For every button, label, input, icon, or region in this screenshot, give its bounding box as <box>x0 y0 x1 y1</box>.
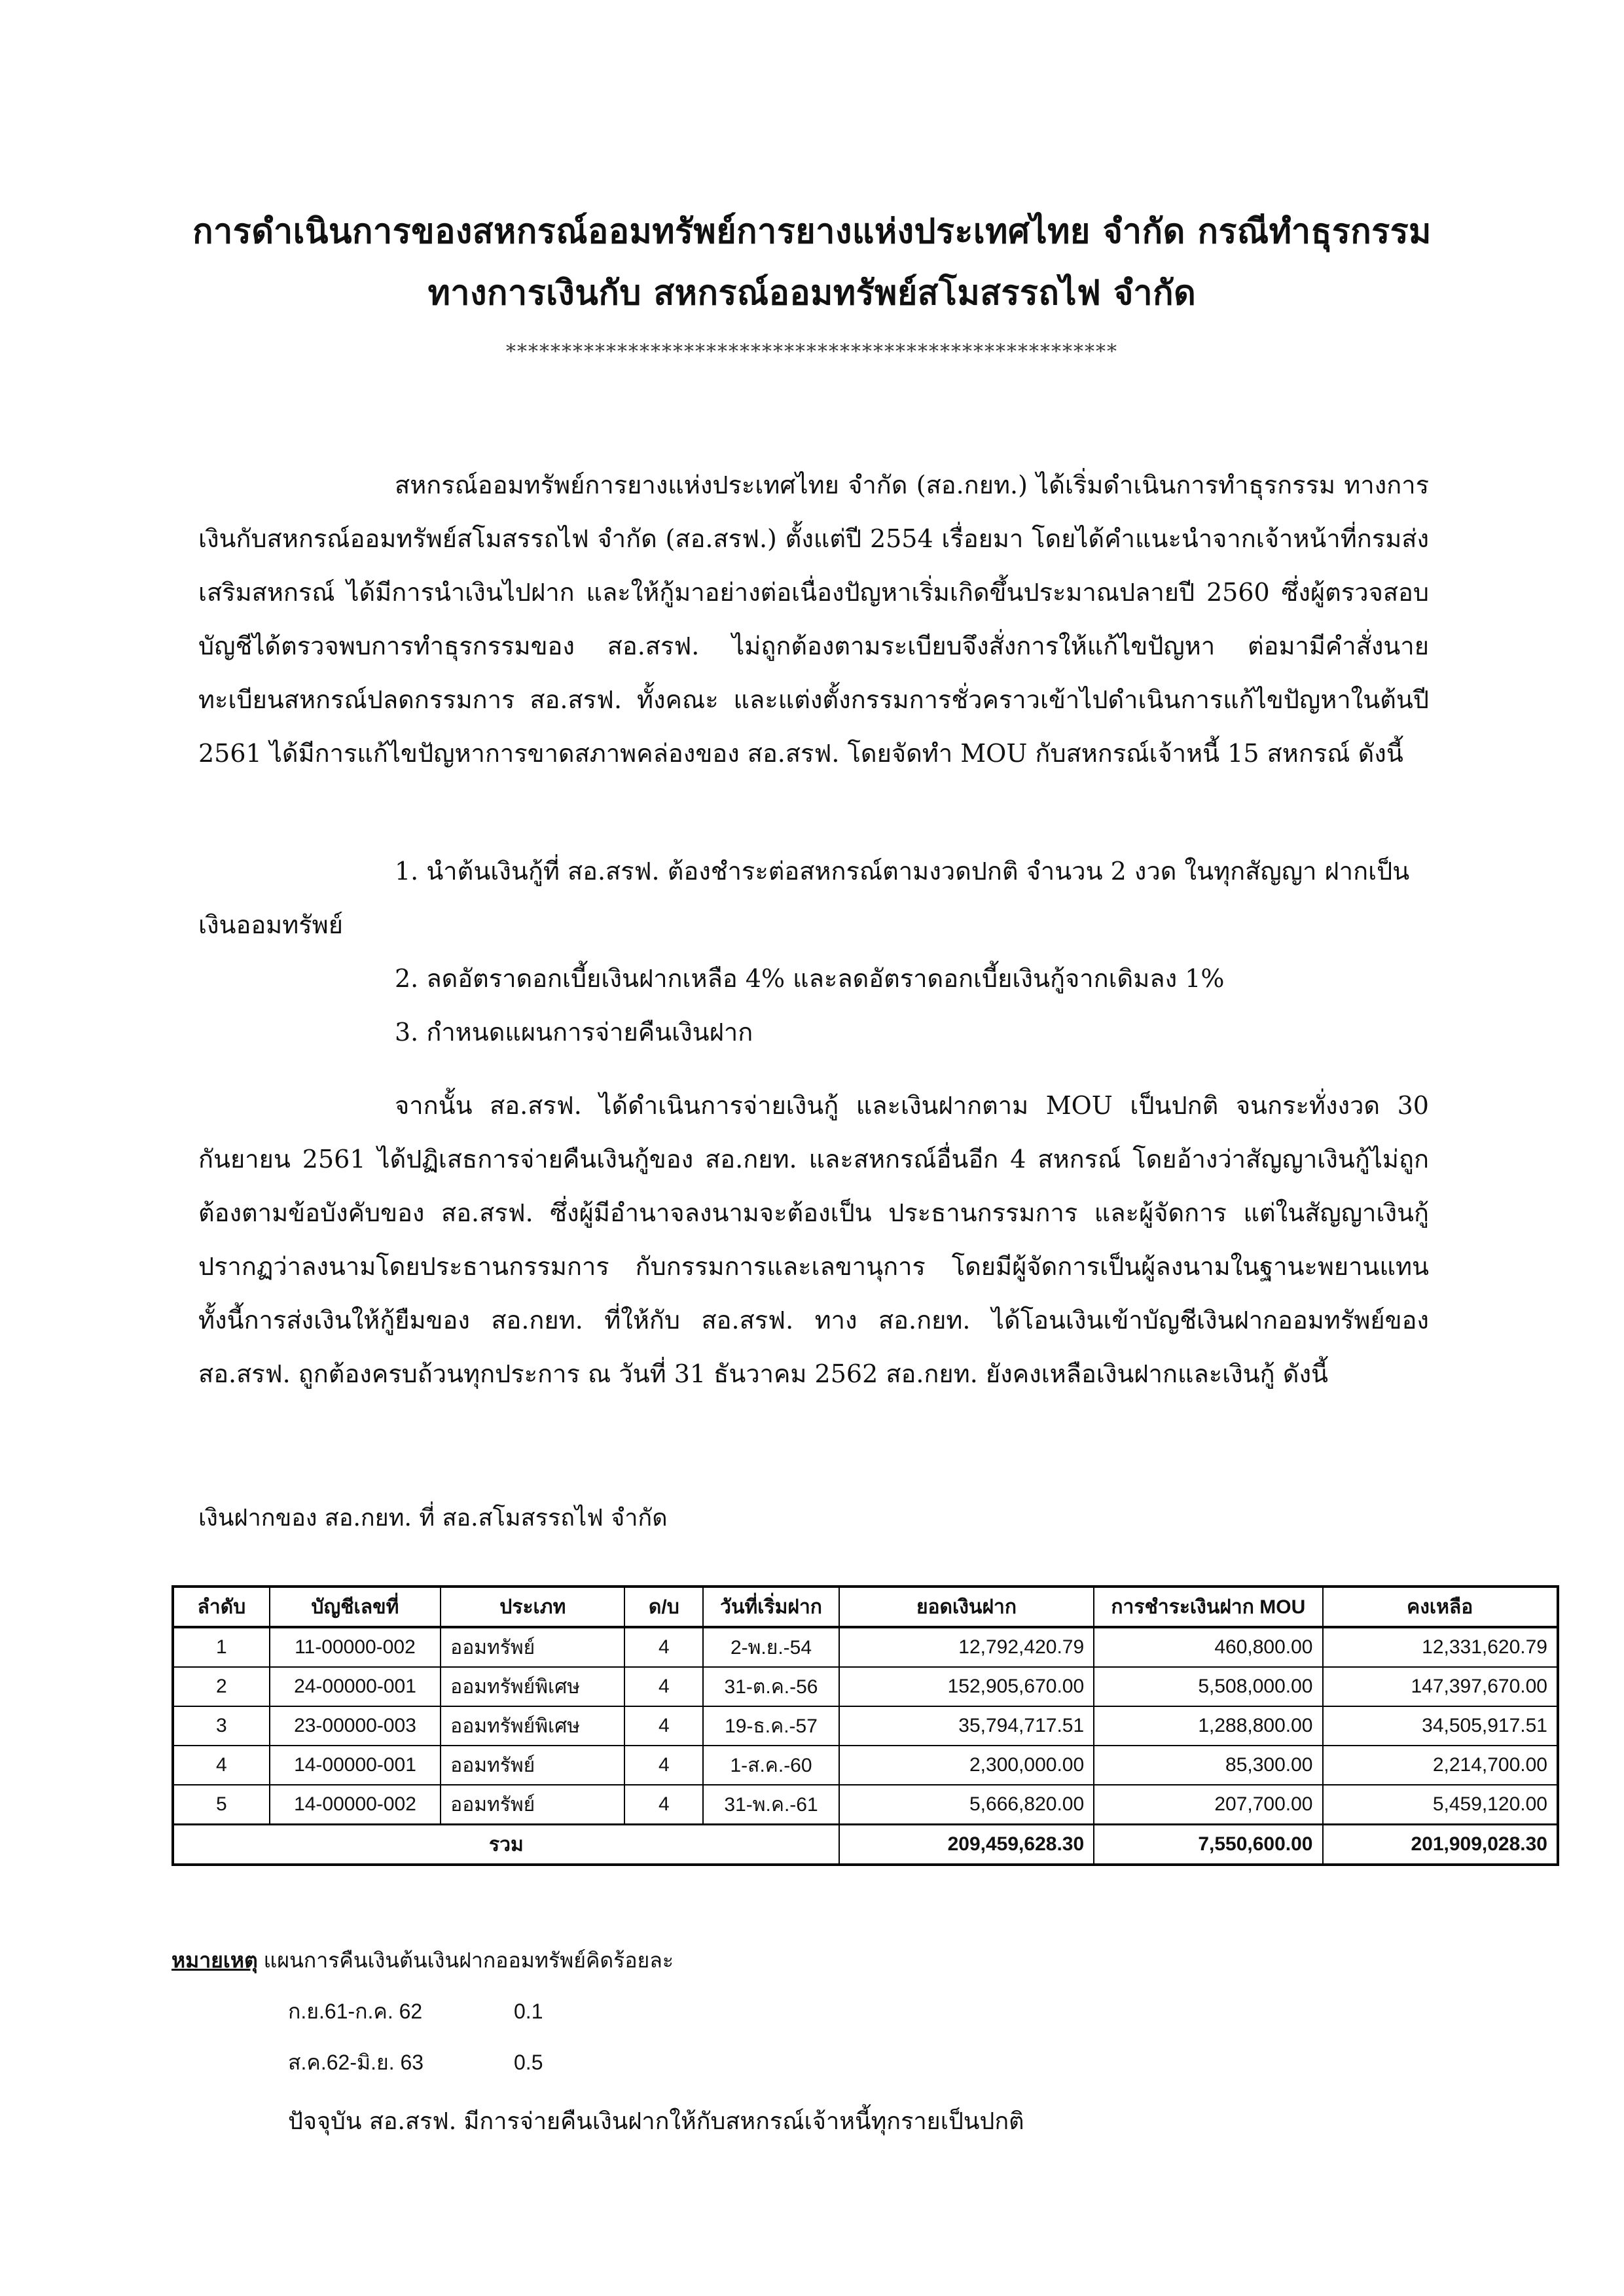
note-heading <box>171 1944 674 1977</box>
cell-balance: 34,505,917.51 <box>1323 1706 1559 1746</box>
total-deposit: 209,459,628.30 <box>839 1825 1094 1865</box>
cell-deposit: 5,666,820.00 <box>839 1785 1094 1825</box>
cell-start-date: 2-พ.ย.-54 <box>703 1627 839 1667</box>
cell-type: ออมทรัพย์พิเศษ <box>441 1667 624 1706</box>
cell-mou-payment: 5,508,000.00 <box>1094 1667 1322 1706</box>
mou-item-3-text: 3. กำหนดแผนการจ่ายคืนเงินฝาก <box>395 1018 753 1047</box>
cell-deposit: 12,792,420.79 <box>839 1627 1094 1667</box>
cell-interest: 4 <box>624 1667 703 1706</box>
cell-start-date: 19-ธ.ค.-57 <box>703 1706 839 1746</box>
deposit-table <box>171 1585 1559 1866</box>
column-header-no: ลำดับ <box>173 1587 270 1627</box>
cell-deposit: 2,300,000.00 <box>839 1746 1094 1785</box>
paragraph-1-body: ทางการเงินกับสหกรณ์ออมทรัพย์สโมสรรถไฟ จำกัด (สอ.สรฟ.) ตั้งแต่ปี 2554 เรื่อยมา โดยได้คำแนะนำจากเจ้าหน้าที่กรมส่งเสริมสหกรณ์ ได้มีการนำเงินไปฝาก และให้กู้มาอย่างต่อเนื่องปัญหาเริ่มเกิดขึ้นประมาณปลายปี 2560 ซึ่งผู้ตรวจสอบบัญชีได้ตรวจพบการทำธุรกรรมของ สอ.สรฟ. ไม่ถูกต้องตามระเบียบจึงสั่งการให้แก้ไขปัญหา ต่อมามีคำสั่งนายทะเบียนสหกรณ์ปลดกรรมการ สอ.สรฟ. ทั้งคณะ และแต่งตั้งกรรมการชั่วคราวเข้าไปดำเนินการแก้ไขปัญหาในต้นปี 2561 ได้มีการแก้ไขปัญหาการขาดสภาพคล่องของ สอ.สรฟ. โดยจัดทำ MOU กับสหกรณ์เจ้าหนี้ 15 สหกรณ์ ดังนี้ <box>198 471 1429 768</box>
cell-type: ออมทรัพย์ <box>441 1627 624 1667</box>
cell-type: ออมทรัพย์ <box>441 1785 624 1825</box>
column-header-mou-payment: การชำระเงินฝาก MOU <box>1094 1587 1322 1627</box>
table-header-row <box>173 1587 1558 1627</box>
schedule-row <box>288 1995 543 2028</box>
column-header-balance: คงเหลือ <box>1323 1587 1559 1627</box>
table-row <box>173 1706 1558 1746</box>
schedule-rate: 0.5 <box>514 2051 543 2074</box>
document-title-line-2: ทางการเงินกับ สหกรณ์ออมทรัพย์สโมสรรถไฟ จำกัด <box>427 273 1197 313</box>
cell-no: 2 <box>173 1667 270 1706</box>
cell-start-date: 31-ต.ค.-56 <box>703 1667 839 1706</box>
schedule-period: ส.ค.62-มิ.ย. 63 <box>288 2051 424 2074</box>
cell-start-date: 31-พ.ค.-61 <box>703 1785 839 1825</box>
cell-type: ออมทรัพย์พิเศษ <box>441 1706 624 1746</box>
schedule-rate: 0.1 <box>514 2000 543 2023</box>
mou-item-1 <box>198 844 1429 952</box>
table-row <box>173 1746 1558 1785</box>
cell-account: 11-00000-002 <box>270 1627 441 1667</box>
cell-account: 23-00000-003 <box>270 1706 441 1746</box>
column-header-interest: ด/บ <box>624 1587 703 1627</box>
cell-deposit: 35,794,717.51 <box>839 1706 1094 1746</box>
cell-interest: 4 <box>624 1706 703 1746</box>
paragraph-1-first-line: สหกรณ์ออมทรัพย์การยางแห่งประเทศไทย จำกัด (สอ.กยท.) ได้เริ่มดำเนินการทำธุรกรรม <box>395 471 1336 499</box>
cell-account: 14-00000-002 <box>270 1785 441 1825</box>
cell-account: 14-00000-001 <box>270 1746 441 1785</box>
table-row <box>173 1627 1558 1667</box>
table-row <box>173 1785 1558 1825</box>
table-caption: เงินฝากของ สอ.กยท. ที่ สอ.สโมสรรถไฟ จำกัด <box>198 1505 668 1532</box>
closing-statement: ปัจจุบัน สอ.สรฟ. มีการจ่ายคืนเงินฝากให้กับสหกรณ์เจ้าหนี้ทุกรายเป็นปกติ <box>288 2108 1024 2135</box>
title-separator: ******************************************************* <box>506 340 1118 363</box>
cell-no: 3 <box>173 1706 270 1746</box>
paragraph-2-body: กันยายน 2561 ได้ปฏิเสธการจ่ายคืนเงินกู้ของ สอ.กยท. และสหกรณ์อื่นอีก 4 สหกรณ์ โดยอ้างว่าสัญญาเงินกู้ไม่ถูกต้องตามข้อบังคับของ สอ.สรฟ. ซึ่งผู้มีอำนาจลงนามจะต้องเป็น ประธานกรรมการ และผู้จัดการ แต่ในสัญญาเงินกู้ปรากฏว่าลงนามโดยประธานกรรมการ กับกรรมการและเลขานุการ โดยมีผู้จัดการเป็นผู้ลงนามในฐานะพยานแทน ทั้งนี้การส่งเงินให้กู้ยืมของ สอ.กยท. ที่ให้กับ สอ.สรฟ. ทาง สอ.กยท. ได้โอนเงินเข้าบัญชีเงินฝากออมทรัพย์ของ สอ.สรฟ. ถูกต้องครบถ้วนทุกประการ ณ วันที่ 31 ธันวาคม 2562 สอ.กยท. ยังคงเหลือเงินฝากและเงินกู้ ดังนี้ <box>198 1145 1429 1388</box>
schedule-row <box>288 2046 543 2079</box>
cell-interest: 4 <box>624 1627 703 1667</box>
mou-item-1-first: 1. นำต้นเงินกู้ที่ สอ.สรฟ. ต้องชำระต่อสหกรณ์ตามงวดปกติ จำนวน 2 งวด ในทุกสัญญา <box>395 857 1317 886</box>
cell-balance: 147,397,670.00 <box>1323 1667 1559 1706</box>
cell-mou-payment: 460,800.00 <box>1094 1627 1322 1667</box>
paragraph-background <box>198 458 1429 780</box>
table-total-row <box>173 1825 1558 1865</box>
column-header-account: บัญชีเลขที่ <box>270 1587 441 1627</box>
cell-deposit: 152,905,670.00 <box>839 1667 1094 1706</box>
cell-mou-payment: 207,700.00 <box>1094 1785 1322 1825</box>
cell-balance: 5,459,120.00 <box>1323 1785 1559 1825</box>
cell-mou-payment: 85,300.00 <box>1094 1746 1322 1785</box>
column-header-type: ประเภท <box>441 1587 624 1627</box>
cell-no: 5 <box>173 1785 270 1825</box>
cell-account: 24-00000-001 <box>270 1667 441 1706</box>
cell-balance: 12,331,620.79 <box>1323 1627 1559 1667</box>
mou-item-2-text: 2. ลดอัตราดอกเบี้ยเงินฝากเหลือ 4% และลดอัตราดอกเบี้ยเงินกู้จากเดิมลง 1% <box>395 964 1225 993</box>
paragraph-2-first-line: จากนั้น สอ.สรฟ. ได้ดำเนินการจ่ายเงินกู้ และเงินฝากตาม MOU เป็นปกติ จนกระทั่งงวด 30 <box>395 1091 1429 1120</box>
mou-item-1-rest: ฝากเป็นเงินออมทรัพย์ <box>198 857 1410 939</box>
total-label: รวม <box>173 1825 839 1865</box>
paragraph-dispute <box>198 1079 1429 1401</box>
cell-interest: 4 <box>624 1746 703 1785</box>
total-balance: 201,909,028.30 <box>1323 1825 1559 1865</box>
column-header-start-date: วันที่เริ่มฝาก <box>703 1587 839 1627</box>
mou-item-3 <box>198 1005 1429 1059</box>
total-mou-payment: 7,550,600.00 <box>1094 1825 1322 1865</box>
cell-type: ออมทรัพย์ <box>441 1746 624 1785</box>
note-text: แผนการคืนเงินต้นเงินฝากออมทรัพย์คิดร้อยละ <box>257 1948 674 1972</box>
column-header-deposit: ยอดเงินฝาก <box>839 1587 1094 1627</box>
cell-balance: 2,214,700.00 <box>1323 1746 1559 1785</box>
cell-no: 1 <box>173 1627 270 1667</box>
cell-start-date: 1-ส.ค.-60 <box>703 1746 839 1785</box>
cell-mou-payment: 1,288,800.00 <box>1094 1706 1322 1746</box>
mou-item-2 <box>198 952 1429 1005</box>
cell-no: 4 <box>173 1746 270 1785</box>
schedule-period: ก.ย.61-ก.ค. 62 <box>288 2000 423 2023</box>
note-label: หมายเหตุ <box>171 1948 258 1972</box>
document-title-line-1: การดำเนินการของสหกรณ์ออมทรัพย์การยางแห่งประเทศไทย จำกัด กรณีทำธุรกรรม <box>192 211 1432 251</box>
table-row <box>173 1667 1558 1706</box>
cell-interest: 4 <box>624 1785 703 1825</box>
